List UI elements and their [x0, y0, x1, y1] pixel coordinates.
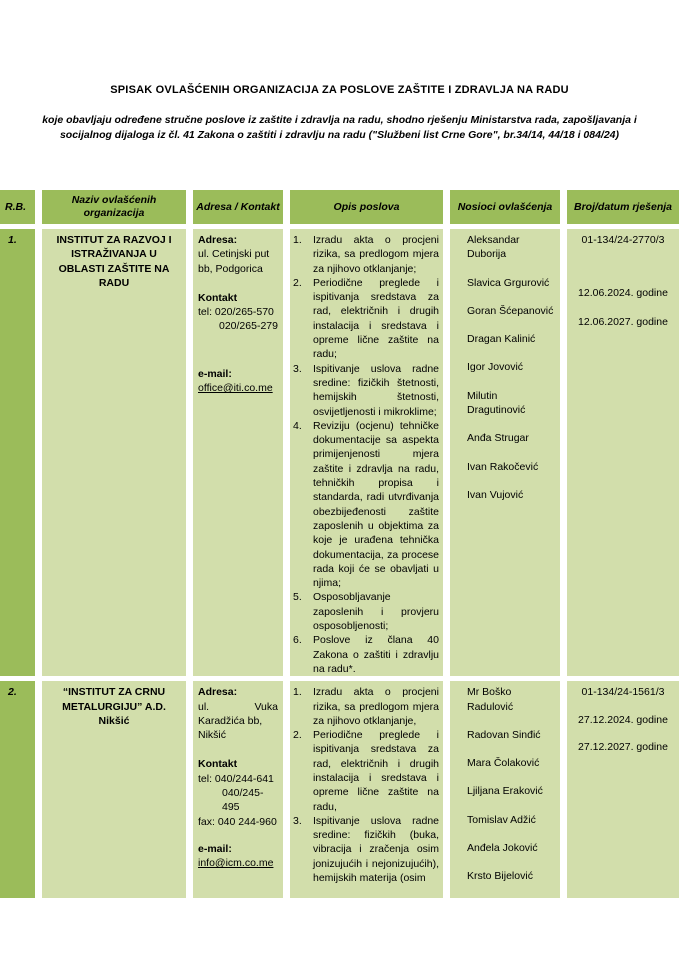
header-rb: R.B.	[0, 190, 35, 224]
phone-line: tel: 020/265-570	[198, 306, 274, 319]
holder-name: Dragan Kalinić	[467, 333, 536, 346]
email-label: e-mail:	[198, 842, 232, 855]
address-label: Adresa:	[198, 686, 238, 699]
row-number: 1.	[0, 229, 35, 676]
phone-line: tel: 040/244-641	[198, 772, 274, 785]
address-line: bb, Podgorica	[198, 262, 263, 275]
list-item: Izradu akta o procjeni rizika, sa predlogom mjera za njihovo otklanjanje;	[313, 234, 439, 275]
phone-line: 020/265-279	[219, 320, 278, 333]
email-link[interactable]: info@icm.co.me	[198, 857, 274, 870]
address-label: Adresa:	[198, 234, 238, 246]
decision-date: 27.12.2024. godine	[578, 713, 668, 726]
authorization-holders-cell	[450, 681, 560, 897]
decision-number: 01-134/24-2770/3	[581, 234, 665, 246]
holder-name: Milutin Dragutinović	[467, 389, 526, 417]
holder-name: Mr Boško Radulović	[467, 686, 514, 713]
address-line: Nikšić	[198, 729, 226, 742]
document-subtitle: koje obavljaju određene stručne poslove iz zaštite i zdravlja na radu, shodno rješenju Ministarstva rada, zapošljavanja i socijalnog dijaloga iz čl. 41 Zakona o zaštiti i zdravlju na radu ("Službeni list Crne Gore", br.34/14, 44/18 i 084/24)	[42, 114, 637, 141]
contact-label: Kontakt	[198, 291, 238, 304]
authorization-holders-cell	[450, 229, 560, 676]
holder-name: Goran Šćepanović	[467, 304, 554, 317]
job-description-cell	[290, 681, 443, 897]
contact-label: Kontakt	[198, 758, 238, 771]
holder-name: Radovan Sinđić	[467, 728, 541, 741]
holder-name: Krsto Bijelović	[467, 870, 533, 883]
holder-name: Ivan Rakočević	[467, 460, 539, 473]
holder-name: Tomislav Adžić	[467, 813, 536, 826]
holder-name: Slavica Grgurović	[467, 276, 550, 289]
email-label: e-mail:	[198, 367, 232, 380]
list-item: Osposobljavanje zaposlenih i provjeru osposobljenosti;	[313, 591, 439, 633]
holder-name: Igor Jovović	[467, 361, 524, 374]
address-contact-cell	[193, 229, 283, 676]
list-item: Ispitivanje uslova radne sredine: fizičkih štetnosti, hemijskih štetnosti, osvijetljenosti i mikroklime;	[313, 362, 439, 418]
holder-name: Ljiljana Eraković	[467, 785, 543, 798]
table-row	[0, 681, 679, 897]
header-adresa: Adresa / Kontakt	[193, 190, 283, 224]
holder-name: Ivan Vujović	[467, 488, 524, 501]
decision-expiry-date: 12.06.2027. godine	[578, 315, 668, 328]
address-contact-cell	[193, 681, 283, 897]
header-nosioci: Nosioci ovlašćenja	[450, 190, 560, 224]
decision-number: 01-134/24-1561/3	[581, 686, 665, 699]
address-line: Karadžića bb,	[198, 714, 263, 727]
list-item: Periodične preglede i ispitivanja sredstava za rad, električnih i drugih instalacija i sredstava i opreme lične zaštite na radu;	[313, 276, 439, 361]
decision-number-date-cell	[567, 681, 679, 897]
decision-expiry-date: 27.12.2027. godine	[578, 740, 668, 753]
table-header-row	[0, 190, 679, 224]
holder-name: Mara Čolaković	[467, 757, 540, 770]
job-description-list	[293, 233, 439, 676]
organizations-table	[0, 185, 679, 903]
holder-name: Aleksandar Duborija	[467, 234, 520, 261]
phone-line: 040/245-495	[222, 786, 264, 814]
organization-name: “INSTITUT ZA CRNU METALURGIJU” A.D. Nikšić	[42, 681, 186, 897]
fax-line: fax: 040 244-960	[198, 815, 277, 828]
address-line: ul. Cetinjski put	[198, 248, 270, 261]
table-row	[0, 229, 679, 676]
document-title: SPISAK OVLAŠĆENIH ORGANIZACIJA ZA POSLOVE ZAŠTITE I ZDRAVLJA NA RADU	[110, 84, 569, 96]
list-item: Reviziju (ocjenu) tehničke dokumentacije sa aspekta primijenjenosti mjera zaštite i zdravlja na radu, tehničkih propisa i standarda, radi utvrđivanja obezbijeđenosti zaštite zaposlenih u objektima za koje je urađena tehnička dokumentacija, za procese rada koji će se obavljati u njima;	[313, 419, 439, 590]
list-item: Periodične preglede i ispitivanja sredstava za rad, električnih i drugih instalacija i sredstava i opreme lične zaštite na radu,	[313, 729, 439, 813]
list-item: Izradu akta o procjeni rizika, sa predlogom mjera za njihovo otklanjanje,	[313, 686, 439, 727]
organization-name: INSTITUT ZA RAZVOJ I ISTRAŽIVANJA U OBLASTI ZAŠTITE NA RADU	[42, 229, 186, 676]
list-item: Ispitivanje uslova radne sredine: fizičkih (buka, vibracija i zračenja osim jonizujućih i nejonizujućih), hemijskih materija (osim	[313, 814, 439, 885]
address-line: ul. Vuka	[198, 700, 278, 713]
header-opis: Opis poslova	[290, 190, 443, 224]
row-number: 2.	[0, 681, 35, 897]
job-description-list	[293, 685, 439, 885]
job-description-cell	[290, 229, 443, 676]
decision-number-date-cell	[567, 229, 679, 676]
holder-name: Anđa Strugar	[467, 432, 529, 445]
list-item: Poslove iz člana 40 Zakona o zaštiti i zdravlju na radu*.	[313, 634, 439, 675]
holder-name: Anđela Joković	[467, 841, 538, 854]
header-naziv: Naziv ovlašćenih organizacija	[42, 190, 186, 224]
decision-date: 12.06.2024. godine	[578, 287, 668, 300]
header-broj: Broj/datum rješenja	[567, 190, 679, 224]
email-link[interactable]: office@iti.co.me	[198, 382, 273, 395]
